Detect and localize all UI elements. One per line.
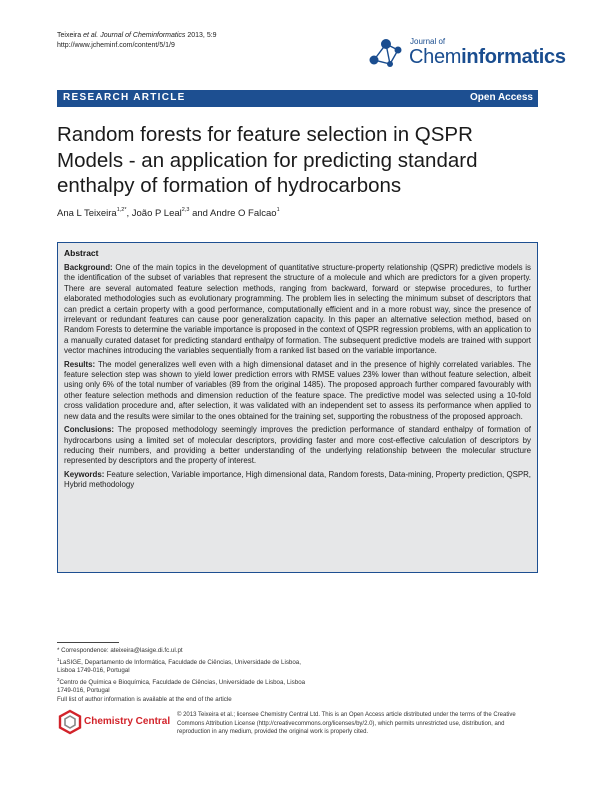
author-affiliation-marker: 1,2* [116,207,127,213]
correspondence-note: * Correspondence: ateixeira@lasige.di.fc.ul.pt [57,647,183,654]
footnote-divider [57,642,119,643]
journal-logo [366,34,566,74]
author-list [57,207,280,219]
citation-volume: 2013, 5:9 [187,32,217,39]
citation-header [57,31,217,50]
abstract-background: Background: One of the main topics in the development of quantitative structure-property relationship (QSPR) predictive models is the identification of the subset of variables that represent the structure of a molecule and which are predictors for a given property. There are several automated feature selection methods, ranging from backward, forward or stepwise procedures, to further elaborated methodologies such as evolutionary programming. The problem lies in selecting the minimum subset of descriptors that can predict a certain property with a good performance, computationally efficient and in a more robust way, since the presence of irrelevant or redundant features can cause poor generalization capacity. In this paper an alternative selection method, based on Random Forests to determine the variable importance is proposed in the context of QSPR regression problems, with an application to a manually curated dataset for predicting standard enthalpy of formation. The subsequent predictive models are trained with support vector machines introducing the variables sequentially from a ranked list based on the variable importance. [64,263,531,356]
license-statement: © 2013 Teixeira et al.; licensee Chemistry Central Ltd. This is an Open Access article distributed under the terms of the Creative Commons Attribution License (http://creativecommons.org/licenses/by/2.0), which permits unrestricted use, distribution, and reproduction in any medium, provided the original work is properly cited. [177,712,516,736]
author-name: , João P Leal [126,208,182,219]
abstract-results: Results: The model generalizes well even with a high dimensional dataset and in the presence of highly correlated variables. The feature selection step was shown to yield lower prediction errors with RMSE values 23% lower than without feature selection, albeit using only 6% of the total number of variables (89 from the original 1485). The proposed approach further compared favourably with other feature selection methods and dimension reduction of the feature space. The predictive model was selected using a 10-fold cross validation procedure and, after selection, it was validated with an independent set to assess its performance when applied to new data and the results were similar to the ones obtained for the training set, supporting the robustness of the proposed approach. [64,359,531,421]
author-info-note: Full list of author information is available at the end of the article [57,695,232,703]
article-title: Random forests for feature selection in QSPR Models - an application for predicting standard enthalpy of formation of hydrocarbons [57,123,478,197]
affiliation-1: $^1$LaSIGE, Departamento de Informática, Faculdade de Ciências, Universidade de Lisboa, Lisboa 1749-016, Portugal [57,656,301,675]
affiliation-2: $^2$Centro de Química e Bioquímica, Faculdade de Ciências, Universidade de Lisboa, Lisboa 1749-016, Portugal [57,676,306,695]
author-name: Ana L Teixeira [57,208,117,219]
journal-network-logo-icon [366,34,408,74]
chemistry-central-logo-icon [57,709,83,735]
footnotes [57,647,307,705]
article-type-label: RESEARCH ARTICLE [63,92,186,103]
article-type-banner [57,90,538,107]
author-affiliation-marker: 1 [276,207,280,213]
author-name: and Andre O Falcao [189,208,277,219]
citation-authors: Teixeira [57,32,82,39]
chemistry-central-logo [57,709,169,735]
logo-cheminformatics: Cheminformatics [409,46,566,68]
publisher-name: Chemistry Central [84,716,171,727]
open-access-label: Open Access [470,92,533,103]
abstract-keywords: Keywords: Feature selection, Variable importance, High dimensional data, Random forests, Data-mining, Property prediction, QSPR, Hybrid methodology [64,469,531,490]
abstract-box [57,242,538,573]
logo-journal-of: Journal of [410,37,446,46]
citation-journal: et al. Journal of Cheminformatics [83,32,186,39]
abstract-heading: Abstract [64,248,99,258]
article-url[interactable]: http://www.jcheminf.com/content/5/1/9 [57,41,175,49]
abstract-conclusions: Conclusions: The proposed methodology seemingly improves the prediction performance of standard enthalpy of formation of hydrocarbons using a limited set of molecular descriptors, providing faster and more cost-effective calculation of descriptors by reducing their numbers, and providing a better understanding of the underlying relationship between the molecular structure represented by descriptors and the property of interest. [64,425,531,466]
author-affiliation-marker: 2,3 [181,207,190,213]
